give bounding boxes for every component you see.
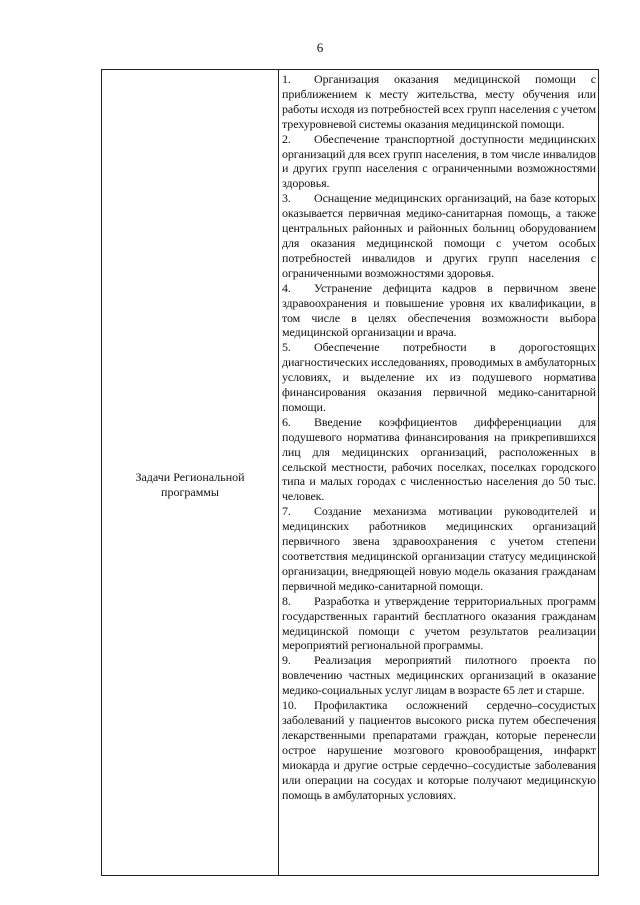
task-text: Оснащение медицинских организаций, на базе которых оказывается первичная медико-санитарная помощь, а также центральных районных и районных больниц оборудованием для оказания медицинской помощи с учетом особых потребностей инвалидов и других групп населения с ограниченными возможностями здоровья.: [282, 191, 596, 280]
task-number: 9.: [282, 653, 291, 668]
task-text: Обеспечение транспортной доступности медицинских организаций для всех групп населения, в том числе инвалидов и других групп населения с ограниченными возможностями здоровья.: [282, 131, 596, 191]
task-number: 5.: [282, 340, 291, 355]
task-item: [282, 72, 596, 132]
task-item: [282, 504, 596, 593]
program-table: [101, 69, 599, 876]
task-text: Разработка и утверждение территориальных программ государственных гарантий бесплатного оказания гражданам медицинской помощи с учетом результатов реализации мероприятий региональной программы.: [282, 593, 596, 653]
task-text: Создание механизма мотивации руководителей и медицинских работников медицинских организаций первичного звена здравоохранения с учетом степени соответствия медицинской организации статусу медицинской организации, внедряющей новую модель оказания гражданам первичной медико-санитарной помощи.: [282, 504, 596, 593]
task-text: Профилактика осложнений сердечно–сосудистых заболеваний у пациентов высокого риска путем обеспечения лекарственными препаратами граждан, которые перенесли острое нарушение мозгового кровообращения, инфаркт миокарда и другие острые сердечно–сосудистые заболевания или операции на сосудах и которые получают медицинскую помощь в амбулаторных условиях.: [282, 698, 596, 802]
task-number: 10.: [282, 698, 297, 713]
task-item: [282, 415, 596, 504]
task-item: [282, 132, 596, 192]
task-number: 2.: [282, 131, 291, 146]
task-item: [282, 653, 596, 698]
task-text: Устранение дефицита кадров в первичном звене здравоохранения и повышение уровня их квалификации, в том числе в целях обеспечения возможности выбора медицинской организации и врача.: [282, 280, 596, 340]
table-row: [102, 70, 599, 876]
task-item: [282, 340, 596, 415]
task-item: [282, 191, 596, 280]
task-text: Обеспечение потребности в дорогостоящих диагностических исследованиях, проводимых в амбулаторных условиях, и выделение их из подушевого норматива финансирования оказания первичной медико-санитарной помощи.: [282, 340, 596, 414]
task-item: [282, 698, 596, 802]
task-item: [282, 281, 596, 341]
tasks-cell: [279, 70, 599, 876]
task-number: 4.: [282, 280, 291, 295]
page-number: 6: [316, 40, 324, 55]
row-label-cell: [102, 70, 279, 876]
task-number: 7.: [282, 504, 291, 519]
task-number: 8.: [282, 593, 291, 608]
task-text: Введение коэффициентов дифференциации для подушевого норматива финансирования на прикрепившихся лиц для медицинских организаций, расположенных в сельской местности, рабочих поселках, поселках городского типа и малых городах с численностью населения до 50 тыс. человек.: [282, 414, 596, 504]
task-text: Реализация мероприятий пилотного проекта по вовлечению частных медицинских организаций в оказание медико-социальных услуг лицам в возрасте 65 лет и старше.: [282, 653, 596, 698]
row-label: Задачи Региональной программы: [135, 469, 245, 499]
task-text: Организация оказания медицинской помощи с приближением к месту жительства, месту обучения или работы исходя из потребностей всех групп населения с учетом трехуровневой системы оказания медицинской помощи.: [282, 72, 596, 131]
task-item: [282, 594, 596, 654]
task-number: 6.: [282, 414, 291, 429]
task-number: 1.: [282, 72, 291, 86]
task-number: 3.: [282, 191, 291, 206]
